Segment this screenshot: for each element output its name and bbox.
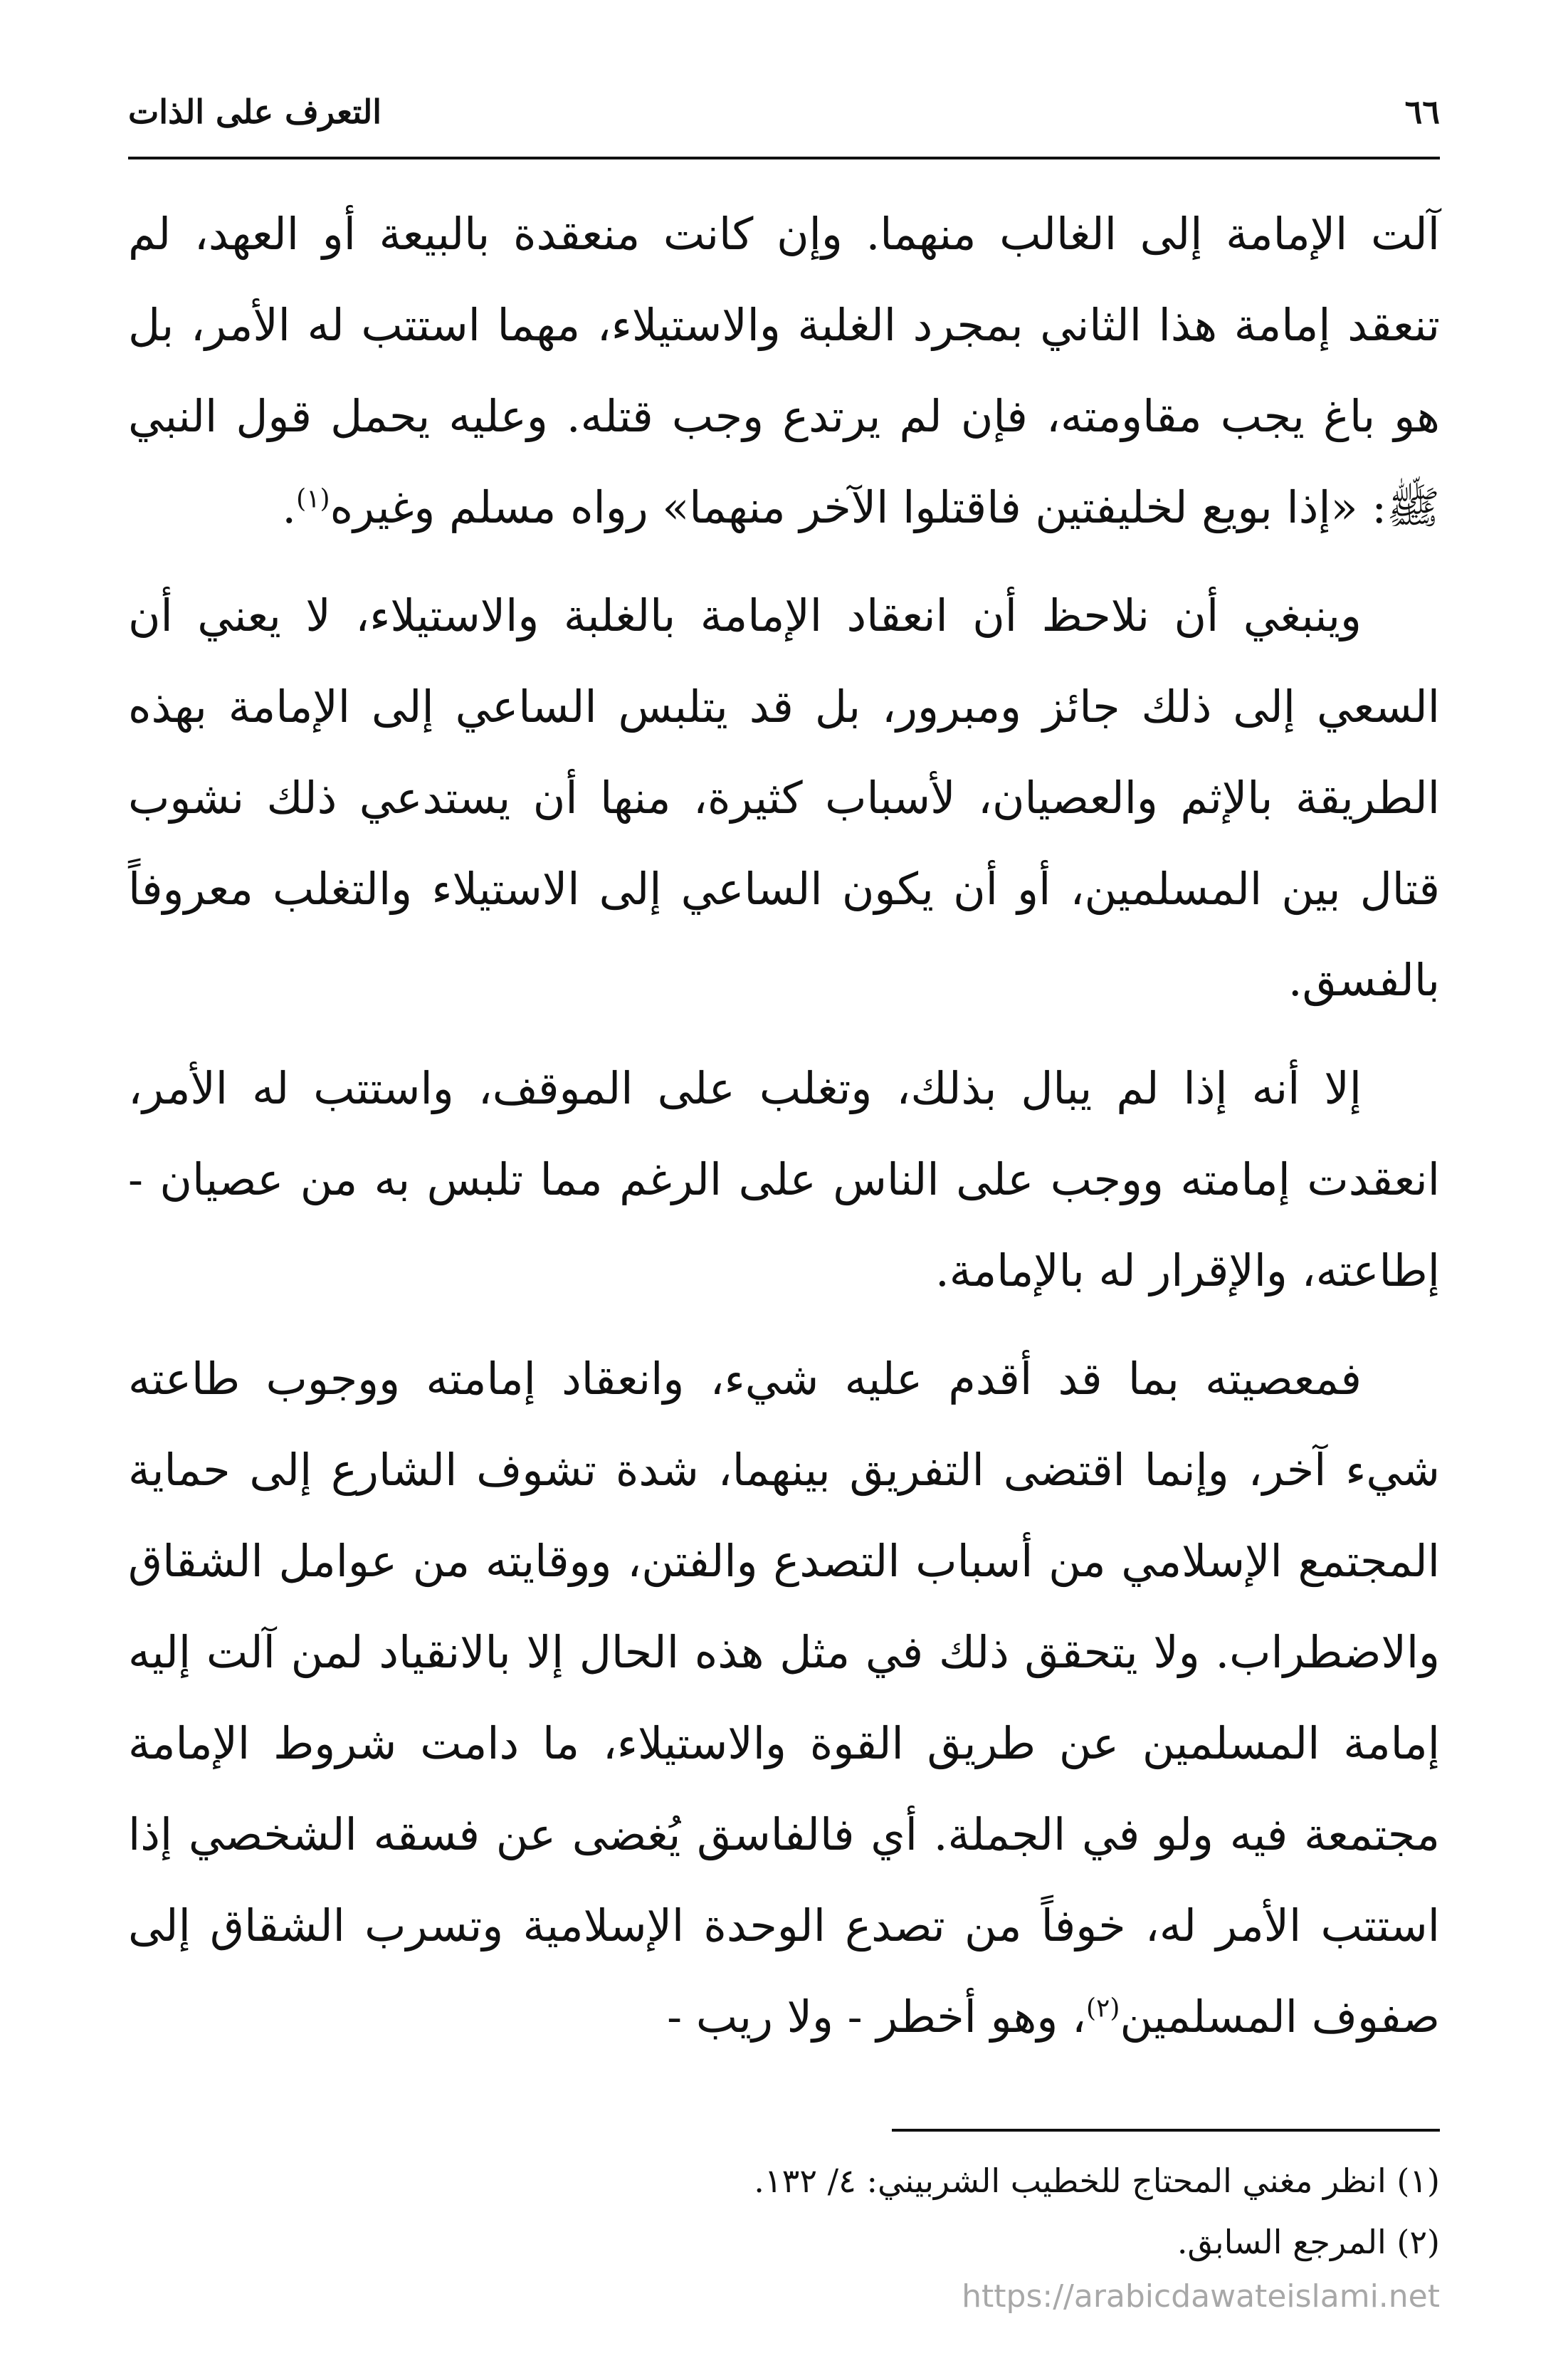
watermark-url: https://arabicdawateislami.net [962, 2278, 1440, 2315]
footnotes [128, 2150, 1440, 2273]
paragraph-4 [128, 1334, 1440, 2063]
footnote-ref-2: (٢) [1086, 1994, 1120, 2023]
footnote-rule [892, 2129, 1440, 2132]
paragraph-4-tail: ، وهو أخطر - ولا ريب - [667, 1991, 1086, 2043]
paragraph-1-tail: . [282, 481, 297, 533]
paragraph-4-text: فمعصيته بما قد أقدم عليه شيء، وانعقاد إمامته ووجوب طاعته شيء آخر، وإنما اقتضى التفريق بينهما، شدة تشوف الشارع إلى حماية المجتمع الإسلامي من أسباب التصدع والفتن، ووقايته من عوامل الشقاق والاضطراب. ولا يتحقق ذلك في مثل هذه الحال إلا بالانقياد لمن آلت إليه إمامة المسلمين عن طريق القوة والاستيلاء، ما دامت شروط الإمامة مجتمعة فيه ولو في الجملة. أي فالفاسق يُغضى عن فسقه الشخصي إذا استتب الأمر له، خوفاً من تصدع الوحدة الإسلامية وتسرب الشقاق إلى صفوف المسلمين [128, 1353, 1440, 2043]
footnote-1: (١) انظر مغني المحتاج للخطيب الشربيني: ٤/ ١٣٢. [754, 2162, 1440, 2200]
header-rule [128, 157, 1440, 159]
paragraph-3: إلا أنه إذا لم يبال بذلك، وتغلب على الموقف، واستتب له الأمر، انعقدت إمامته ووجب على الناس على الرغم مما تلبس به من عصيان - إطاعته، والإقرار له بالإمامة. [128, 1062, 1440, 1296]
main-text [128, 189, 1440, 2080]
footnote-ref-1: (١) [296, 484, 330, 514]
paragraph-1 [128, 189, 1440, 553]
running-title: التعرف على الذات [128, 93, 382, 131]
paragraph-1-text: آلت الإمامة إلى الغالب منهما. وإن كانت منعقدة بالبيعة أو العهد، لم تنعقد إمامة هذا الثاني بمجرد الغلبة والاستيلاء، مهما استتب له الأمر، بل هو باغ يجب مقاومته، فإن لم يرتدع وجب قتله. وعليه يحمل قول النبي ﷺ: «إذا بويع لخليفتين فاقتلوا الآخر منهما» رواه مسلم وغيره [128, 208, 1440, 533]
page-number: ٦٦ [1404, 93, 1440, 131]
page-header [128, 93, 1440, 150]
footnote-2: (٢) المرجع السابق. [1177, 2223, 1440, 2261]
paragraph-2: وينبغي أن نلاحظ أن انعقاد الإمامة بالغلبة والاستيلاء، لا يعني أن السعي إلى ذلك جائز ومبرور، بل قد يتلبس الساعي إلى الإمامة بهذه الطريقة بالإثم والعصيان، لأسباب كثيرة، منها أن يستدعي ذلك نشوب قتال بين المسلمين، أو أن يكون الساعي إلى الاستيلاء والتغلب معروفاً بالفسق. [128, 590, 1440, 1006]
